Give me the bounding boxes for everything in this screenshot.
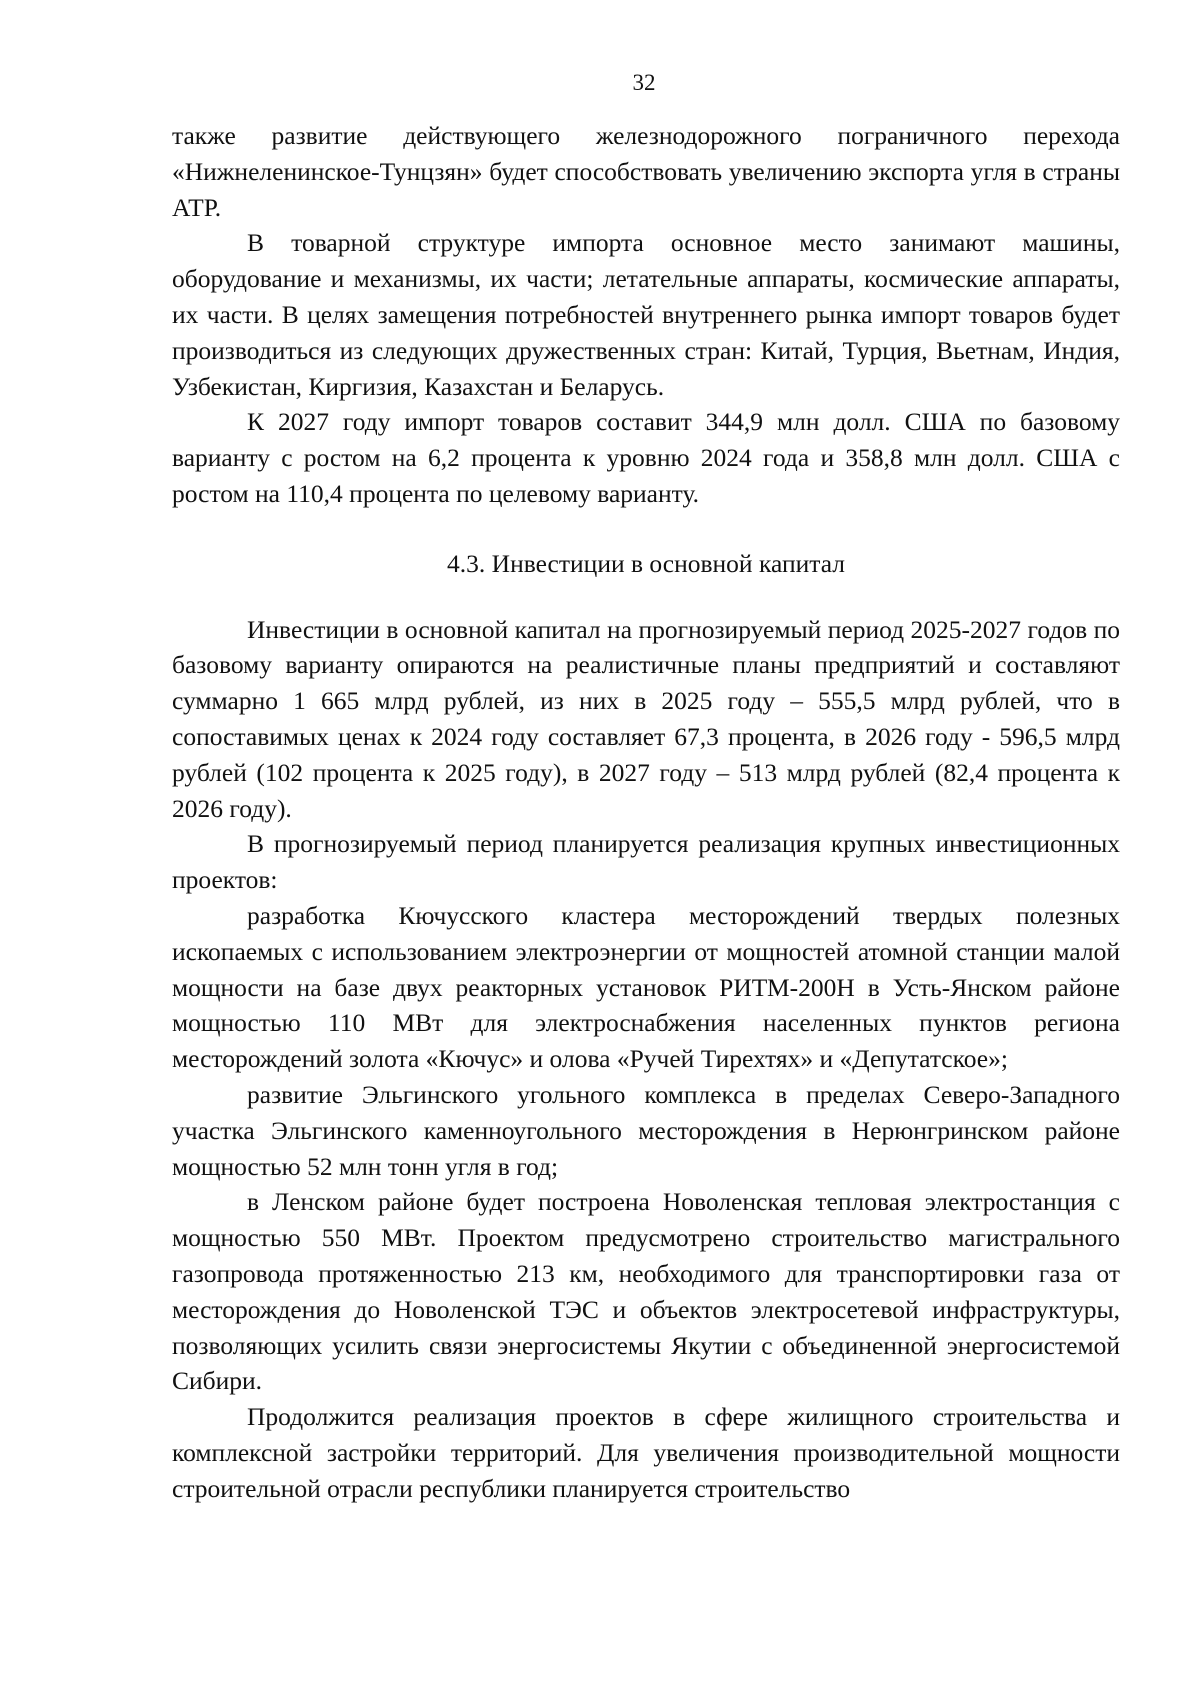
- paragraph-export-coal: также развитие действующего железнодорожного пограничного перехода «Нижнеленинское-Тунцзян» будет способствовать увеличению экспорта угля в страны АТР.: [172, 121, 1120, 222]
- page-number: 32: [632, 70, 656, 95]
- paragraph-import-2027: К 2027 году импорт товаров составит 344,9 млн долл. США по базовому варианту с ростом на 6,2 процента к уровню 2024 года и 358,8 млн долл. США с ростом на 110,4 процента по целевому варианту.: [172, 407, 1120, 508]
- paragraph-import-structure: В товарной структуре импорта основное место занимают машины, оборудование и механизмы, их части; летательные аппараты, космические аппараты, их части. В целях замещения потребностей внутреннего рынка импорт товаров будет производиться из следующих дружественных стран: Китай, Турция, Вьетнам, Индия, Узбекистан, Киргизия, Казахстан и Беларусь.: [172, 228, 1120, 401]
- section-heading: 4.3. Инвестиции в основной капитал: [447, 548, 845, 578]
- paragraph-elga-complex: развитие Эльгинского угольного комплекса в пределах Северо-Западного участка Эльгинского каменноугольного месторождения в Нерюнгринском районе мощностью 52 млн тонн угля в год;: [172, 1079, 1120, 1181]
- page-content: [172, 118, 1120, 1506]
- paragraph-novolenskaya-tpp: в Ленском районе будет построена Новоленская тепловая электростанция с мощностью 550 МВт. Проектом предусмотрено строительство магистрального газопровода протяженностью 213 км, необходимого для транспортировки газа от месторождения до Новоленской ТЭС и объектов электросетевой инфраструктуры, позволяющих усилить связи энергосистемы Якутии с объединенной энергосистемой Сибири.: [172, 1187, 1120, 1396]
- paragraph-kyuchus-cluster: разработка Кючусского кластера месторождений твердых полезных ископаемых с использованием электроэнергии от мощностей атомной станции малой мощности на базе двух реакторных установок РИТМ-200Н в Усть-Янском районе мощностью 110 МВт для электроснабжения населенных пунктов региона месторождений золота «Кючус» и олова «Ручей Тирехтях» и «Депутатское»;: [172, 900, 1120, 1074]
- paragraph-investment-forecast: Инвестиции в основной капитал на прогнозируемый период 2025-2027 годов по базовому варианту опираются на реалистичные планы предприятий и составляют суммарно 1 665 млрд рублей, из них в 2025 году – 555,5 млрд рублей, что в сопоставимых ценах к 2024 году составляет 67,3 процента, в 2026 году - 596,5 млрд рублей (102 процента к 2025 году), в 2027 году – 513 млрд рублей (82,4 процента к 2026 году).: [172, 614, 1120, 823]
- paragraph-housing-construction: Продолжится реализация проектов в сфере жилищного строительства и комплексной застройки территорий. Для увеличения производительной мощности строительной отрасли республики планируется строительство: [172, 1402, 1120, 1503]
- paragraph-projects-intro: В прогнозируемый период планируется реализация крупных инвестиционных проектов:: [172, 829, 1120, 895]
